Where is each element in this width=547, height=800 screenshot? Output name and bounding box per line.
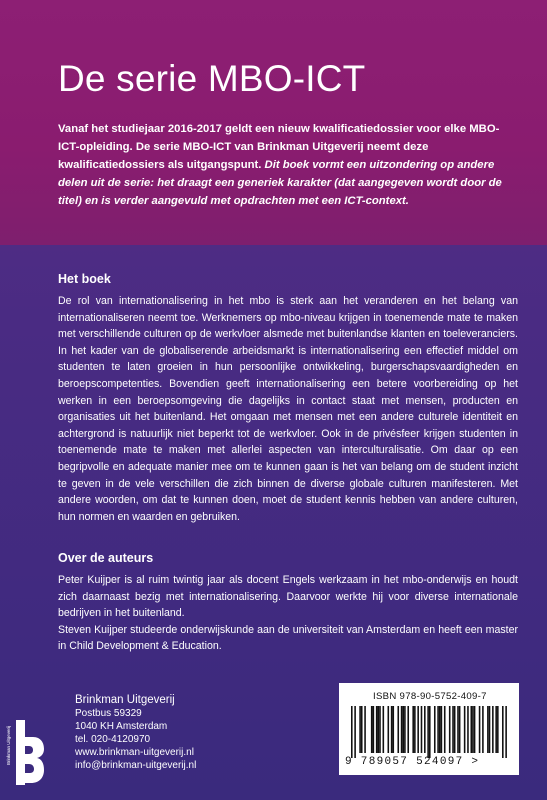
barcode-bar bbox=[452, 706, 454, 753]
publisher-name: Brinkman Uitgeverij bbox=[75, 694, 175, 706]
barcode-bar bbox=[414, 706, 416, 753]
barcode-image bbox=[351, 706, 507, 758]
publisher-email: info@brinkman-uitgeverij.nl bbox=[75, 760, 197, 771]
barcode-bar bbox=[434, 706, 436, 753]
barcode-bar bbox=[429, 706, 431, 758]
barcode-bar bbox=[444, 706, 446, 753]
auteurs-text bbox=[58, 572, 518, 655]
barcode-bar bbox=[376, 706, 378, 753]
barcode-bar bbox=[505, 706, 507, 758]
series-intro bbox=[58, 120, 518, 210]
barcode-bar bbox=[404, 706, 406, 753]
barcode-bar bbox=[388, 706, 390, 753]
barcode-digits: 9 789057 524097 > bbox=[345, 756, 480, 768]
barcode-bar bbox=[383, 706, 385, 753]
barcode-bar bbox=[417, 706, 419, 753]
barcode-bar bbox=[474, 706, 476, 753]
publisher-info bbox=[75, 693, 196, 772]
auteurs-paragraph-2: Steven Kuijper studeerde onderwijskunde aan de universiteit van Amsterdam en heeft een master in Child Development & Education. bbox=[58, 623, 518, 653]
barcode-bar bbox=[459, 706, 461, 753]
barcode-bar bbox=[437, 706, 439, 753]
barcode-bar bbox=[391, 706, 393, 753]
publisher-website: www.brinkman-uitgeverij.nl bbox=[75, 747, 194, 758]
barcode-bar bbox=[351, 706, 353, 758]
barcode-bar bbox=[470, 706, 472, 753]
barcode-bar bbox=[449, 706, 451, 753]
barcode-bar bbox=[472, 706, 474, 753]
barcode-bar bbox=[421, 706, 423, 753]
barcode-bar bbox=[424, 706, 426, 753]
barcode-bar bbox=[379, 706, 381, 753]
barcode-bar bbox=[457, 706, 459, 753]
intro-bold-text: Vanaf het studiejaar 2016-2017 geldt een nieuw kwalificatiedossier voor elke MBO-ICT-opleiding. De serie MBO-ICT van Brinkman Uitgeverij neemt deze kwalificatiedossiers als uitgangspunt. bbox=[58, 123, 500, 171]
barcode-bar bbox=[464, 706, 466, 753]
barcode-bar bbox=[359, 706, 361, 753]
publisher-phone: tel. 020-4120970 bbox=[75, 734, 151, 745]
barcode-bar bbox=[401, 706, 403, 753]
barcode-bar bbox=[487, 706, 489, 753]
het-boek-text bbox=[58, 293, 518, 525]
barcode-bar bbox=[441, 706, 443, 753]
barcode-bar bbox=[454, 706, 456, 753]
barcode-bar bbox=[412, 706, 414, 753]
barcode-bar bbox=[407, 706, 409, 753]
barcode-bar bbox=[467, 706, 469, 753]
publisher-city: 1040 KH Amsterdam bbox=[75, 721, 168, 732]
barcode-bar bbox=[361, 706, 363, 753]
barcode-box bbox=[339, 683, 519, 775]
barcode-bar bbox=[378, 706, 380, 753]
auteurs-heading: Over de auteurs bbox=[58, 551, 154, 565]
publisher-postbus: Postbus 59329 bbox=[75, 708, 142, 719]
barcode-bar bbox=[479, 706, 481, 753]
barcode-bar bbox=[492, 706, 494, 753]
barcode-bar bbox=[439, 706, 441, 753]
barcode-bar bbox=[354, 706, 356, 758]
barcode-bar bbox=[482, 706, 484, 753]
barcode-bar bbox=[502, 706, 504, 758]
barcode-bar bbox=[371, 706, 373, 753]
barcode-bar bbox=[364, 706, 366, 753]
barcode-bar bbox=[373, 706, 375, 753]
barcode-bar bbox=[402, 706, 404, 753]
barcode-bar bbox=[392, 706, 394, 753]
barcode-bar bbox=[397, 706, 399, 753]
barcode-bar bbox=[489, 706, 491, 753]
intro-italic-text: Dit boek vormt een uitzondering op andere delen uit de serie: het draagt een generiek karakter (dat aangegeven wordt door de titel) en is verder aangevuld met opdrachten met een ICT-context. bbox=[58, 159, 502, 207]
publisher-logo-text: Brinkman Uitgeverij bbox=[6, 725, 11, 765]
het-boek-heading: Het boek bbox=[58, 272, 111, 286]
barcode-bar bbox=[427, 706, 429, 758]
brinkman-logo bbox=[16, 675, 44, 785]
barcode-bar bbox=[495, 706, 497, 753]
isbn-number: ISBN 978-90-5752-409-7 bbox=[373, 691, 487, 702]
barcode-bar bbox=[497, 706, 499, 753]
het-boek-paragraph: De rol van internationalisering in het mbo is sterk aan het veranderen en het belang van internationaliseren neemt toe. Werknemers op mbo-niveau krijgen in toenemende mate te maken met verschillende culturen op de werkvloer alsmede met buitenlandse klanten en toeleveranciers. In het kader van de globaliserende arbeidsmarkt is internationalisering een effectief middel om studenten te laten groeien in hun persoonlijke ontwikkeling, burgerschapsvaardigheden en beroepscompetenties. Bovendien geeft internationalisering een betere voorbereiding op het werken in een beroepsomgeving die dagelijks in contact staat met mensen, producten en organisaties uit het buitenland. Het omgaan met mensen met een andere culturele identiteit en achtergrond is natuurlijk niet beperkt tot de werkvloer. Ook in de privésfeer krijgen studenten in toenemende mate te maken met allerlei aspecten van interculturalisatie. Om daar op een begripvolle en adequate manier mee om te kunnen gaan is het van belang om de student inzicht te geven in de vele verschillen die zich binnen de diverse globale culturen manifesteren. Met andere woorden, om dat te kunnen doen, moet de student kennis hebben van andere culturen, hun normen en waarden en gebruiken. bbox=[58, 295, 518, 523]
series-title: De serie MBO-ICT bbox=[58, 58, 366, 99]
auteurs-paragraph-1: Peter Kuijper is al ruim twintig jaar als docent Engels werkzaam in het mbo-onderwijs en houdt zich daarnaast bezig met internationalisering. Daarvoor werkte hij voor diverse internationale bedrijven in het buitenland. bbox=[58, 574, 518, 620]
